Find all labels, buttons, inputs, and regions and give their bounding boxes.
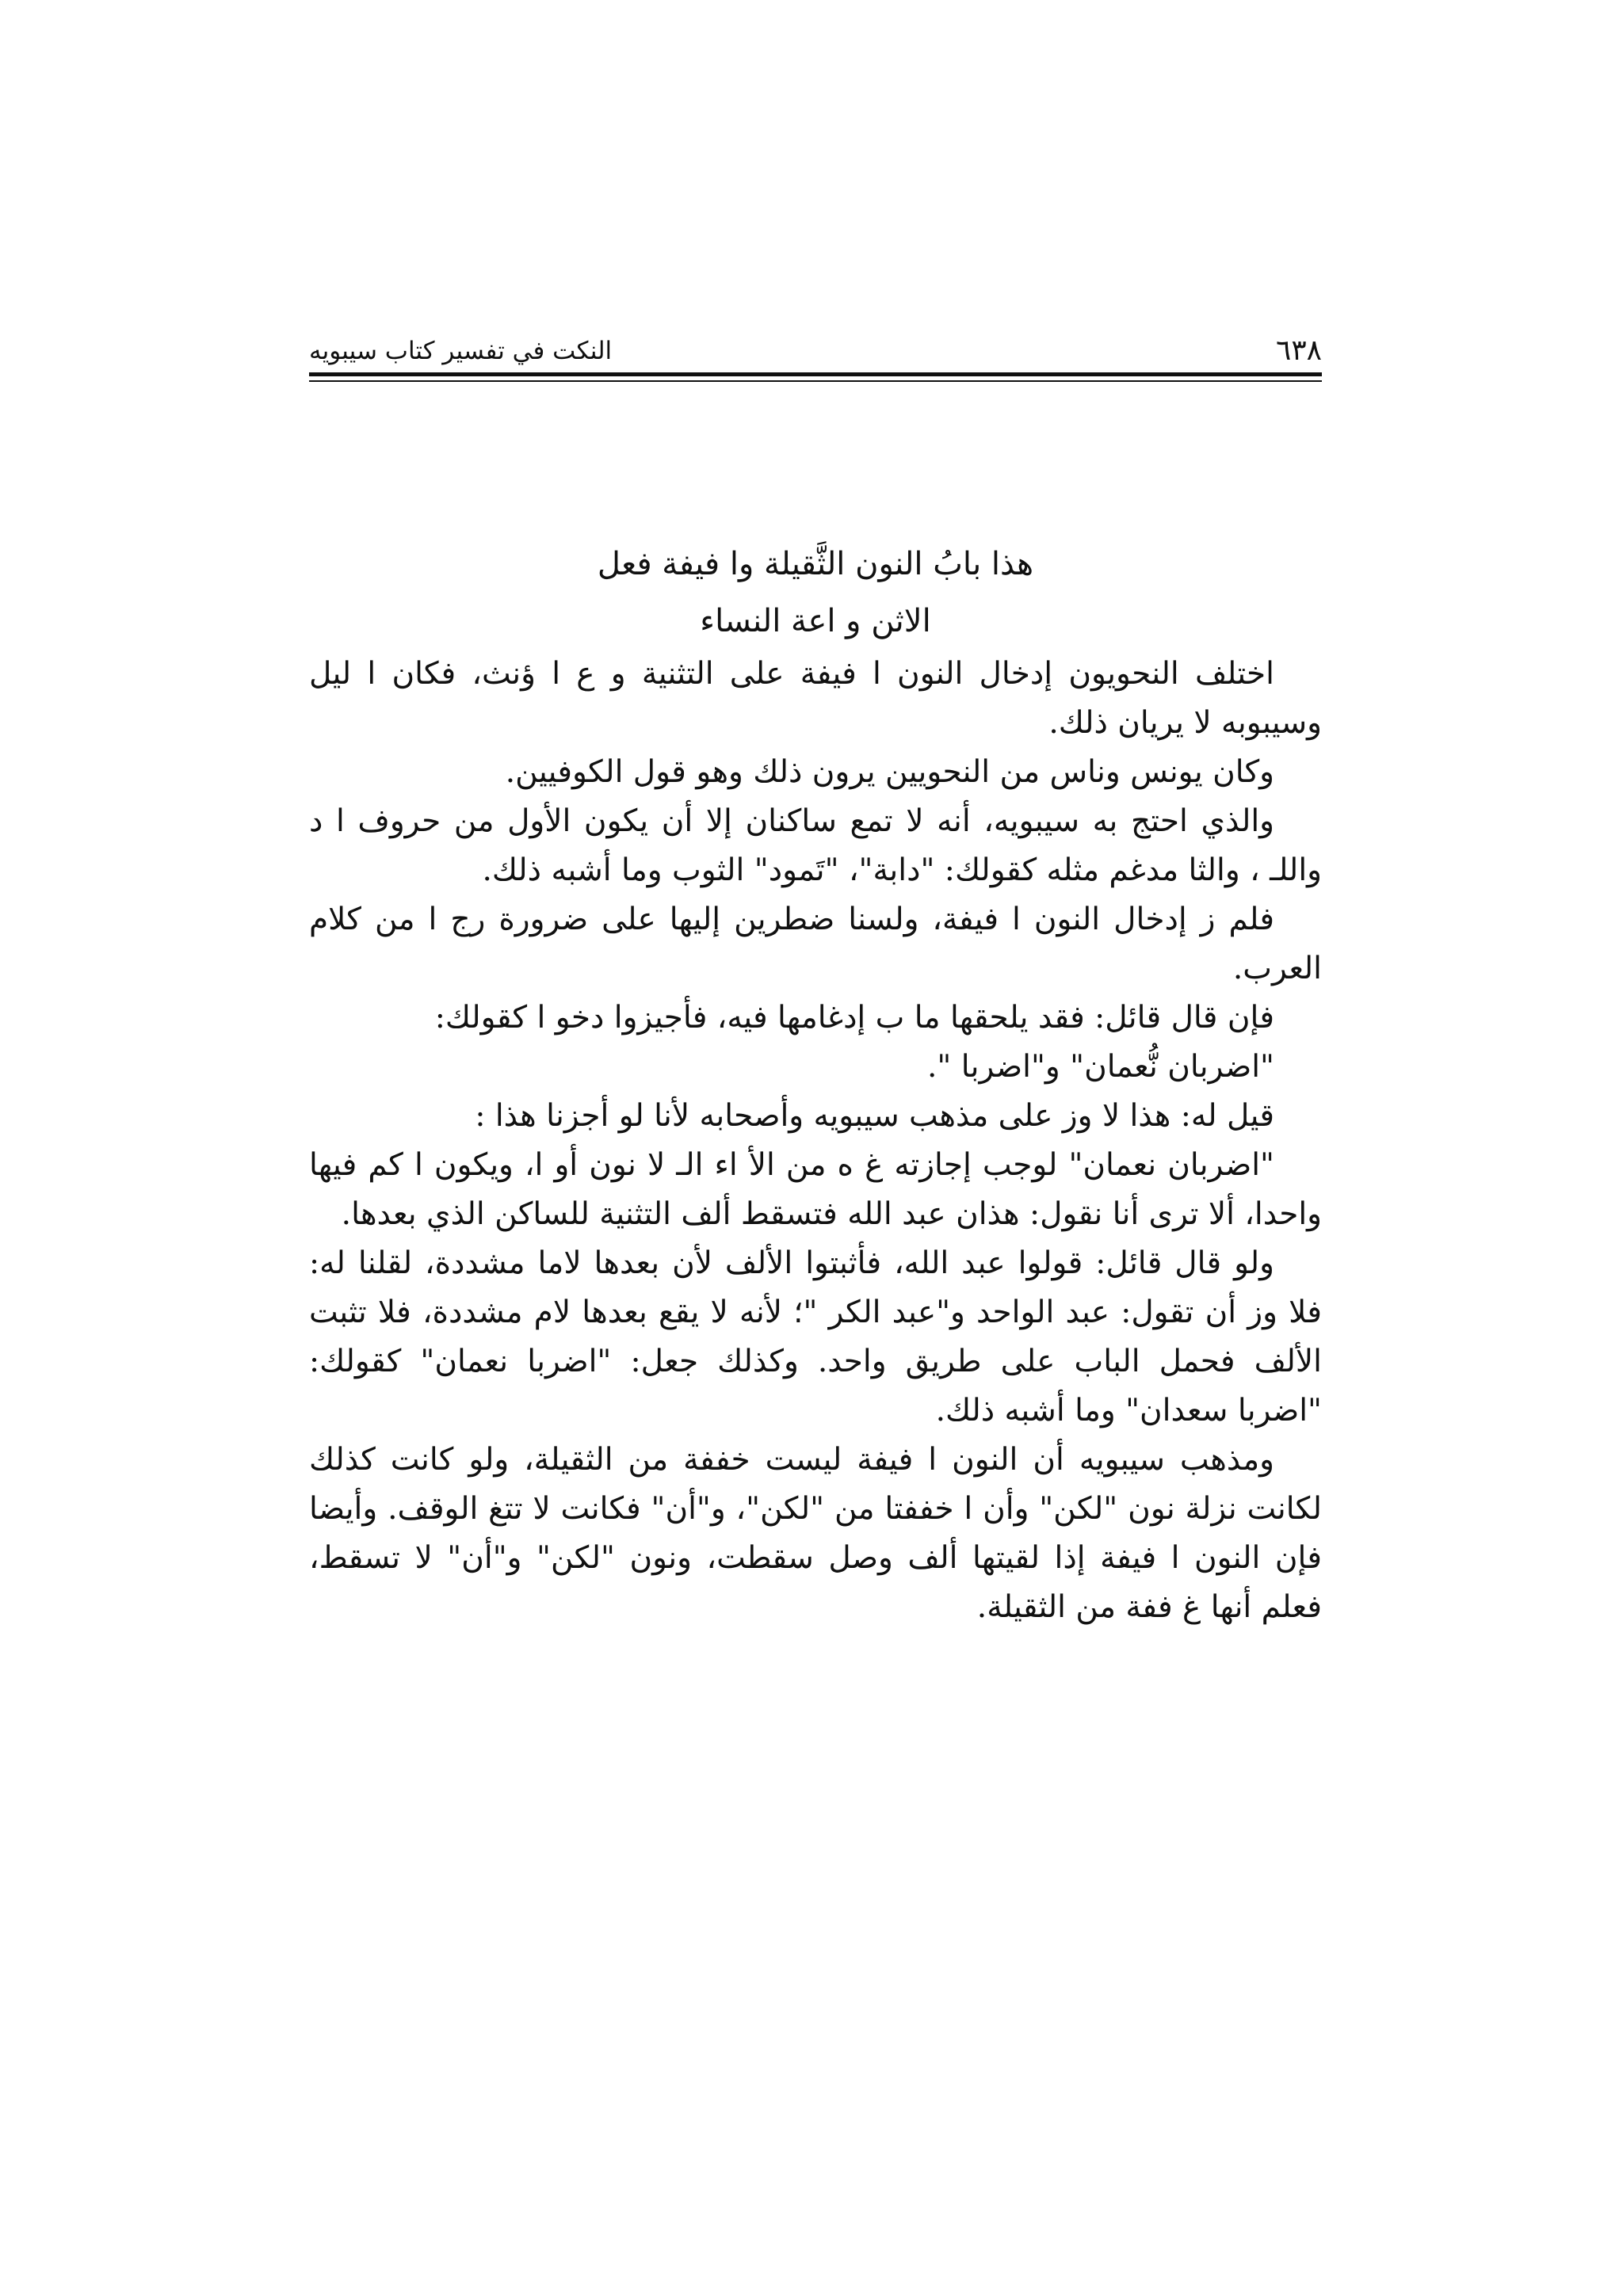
paragraph: فلم ز إدخال النون ا فيفة، ولسنا ضطرين إليها على ضرورة رج ا من كلام العرب. <box>309 902 1322 986</box>
example-quote: "اضربان نُّعمان" و"اضربا ". <box>927 1049 1274 1085</box>
chapter-title-line-2: الاثن و اعة النساء <box>700 603 931 639</box>
paragraph: فإن قال قائل: فقد يلحقها ما ب إدغامها فيه، فأجيزوا دخو ا كقولك: <box>434 1000 1274 1035</box>
paragraph: اختلف النحويون إدخال النون ا فيفة على التثنية و ع ا ؤنث، فكان ا ليل وسيبوبه لا يريان ذلك. <box>309 656 1322 741</box>
page-number: ٦٣٨ <box>1275 334 1322 367</box>
body-text <box>309 536 1322 1632</box>
chapter-title-line-1: هذا بابُ النون الثَّقيلة وا فيفة فعل <box>597 546 1034 582</box>
paragraph: والذي احتج به سيبويه، أنه لا تمع ساكنان إلا أن يكون الأول من حروف ا د واللـ ، والثا مدغم مثله كقولك: "دابة"، "تَمود" الثوب وما أشبه ذلك. <box>309 803 1322 888</box>
paragraph: "اضربان نعمان" لوجب إجازته غ ه من الأ اء الـ لا نون أو ا، ويكون ا كم فيها واحدا، ألا ترى أنا نقول: هذان عبد الله فتسقط ألف التثنية للساكن الذي بعدها. <box>309 1147 1322 1232</box>
header-rule-thick <box>309 372 1322 376</box>
paragraph: وكان يونس وناس من النحويين يرون ذلك وهو قول الكوفيين. <box>505 754 1274 790</box>
header-rule-thin <box>309 380 1322 382</box>
paragraph: ولو قال قائل: قولوا عبد الله، فأثبتوا الألف لأن بعدها لاما مشددة، لقلنا له: فلا وز أن تقول: عبد الواحد و"عبد الكر "؛ لأنه لا يقع بعدها لام مشددة، فلا تثبت الألف فحمل الباب على طريق واحد. وكذلك جعل: "اضربا نعمان" كقولك: "اضربا سعدان" وما أشبه ذلك. <box>309 1245 1322 1428</box>
paragraph: ومذهب سيبويه أن النون ا فيفة ليست خففة من الثقيلة، ولو كانت كذلك لكانت نزلة نون "لكن" وأن ا خففتا من "لكن"، و"أن" فكانت لا تتغ الوقف. وأيضا فإن النون ا فيفة إذا لقيتها ألف وصل سقطت، ونون "لكن" و"أن" لا تسقط، فعلم أنها غ ففة من الثقيلة. <box>309 1442 1322 1625</box>
paragraph: قيل له: هذا لا وز على مذهب سيبويه وأصحابه لأنا لو أجزنا هذا : <box>475 1098 1274 1134</box>
running-header <box>309 331 1322 371</box>
book-title: النكت في تفسير كتاب سيبويه <box>309 337 613 365</box>
